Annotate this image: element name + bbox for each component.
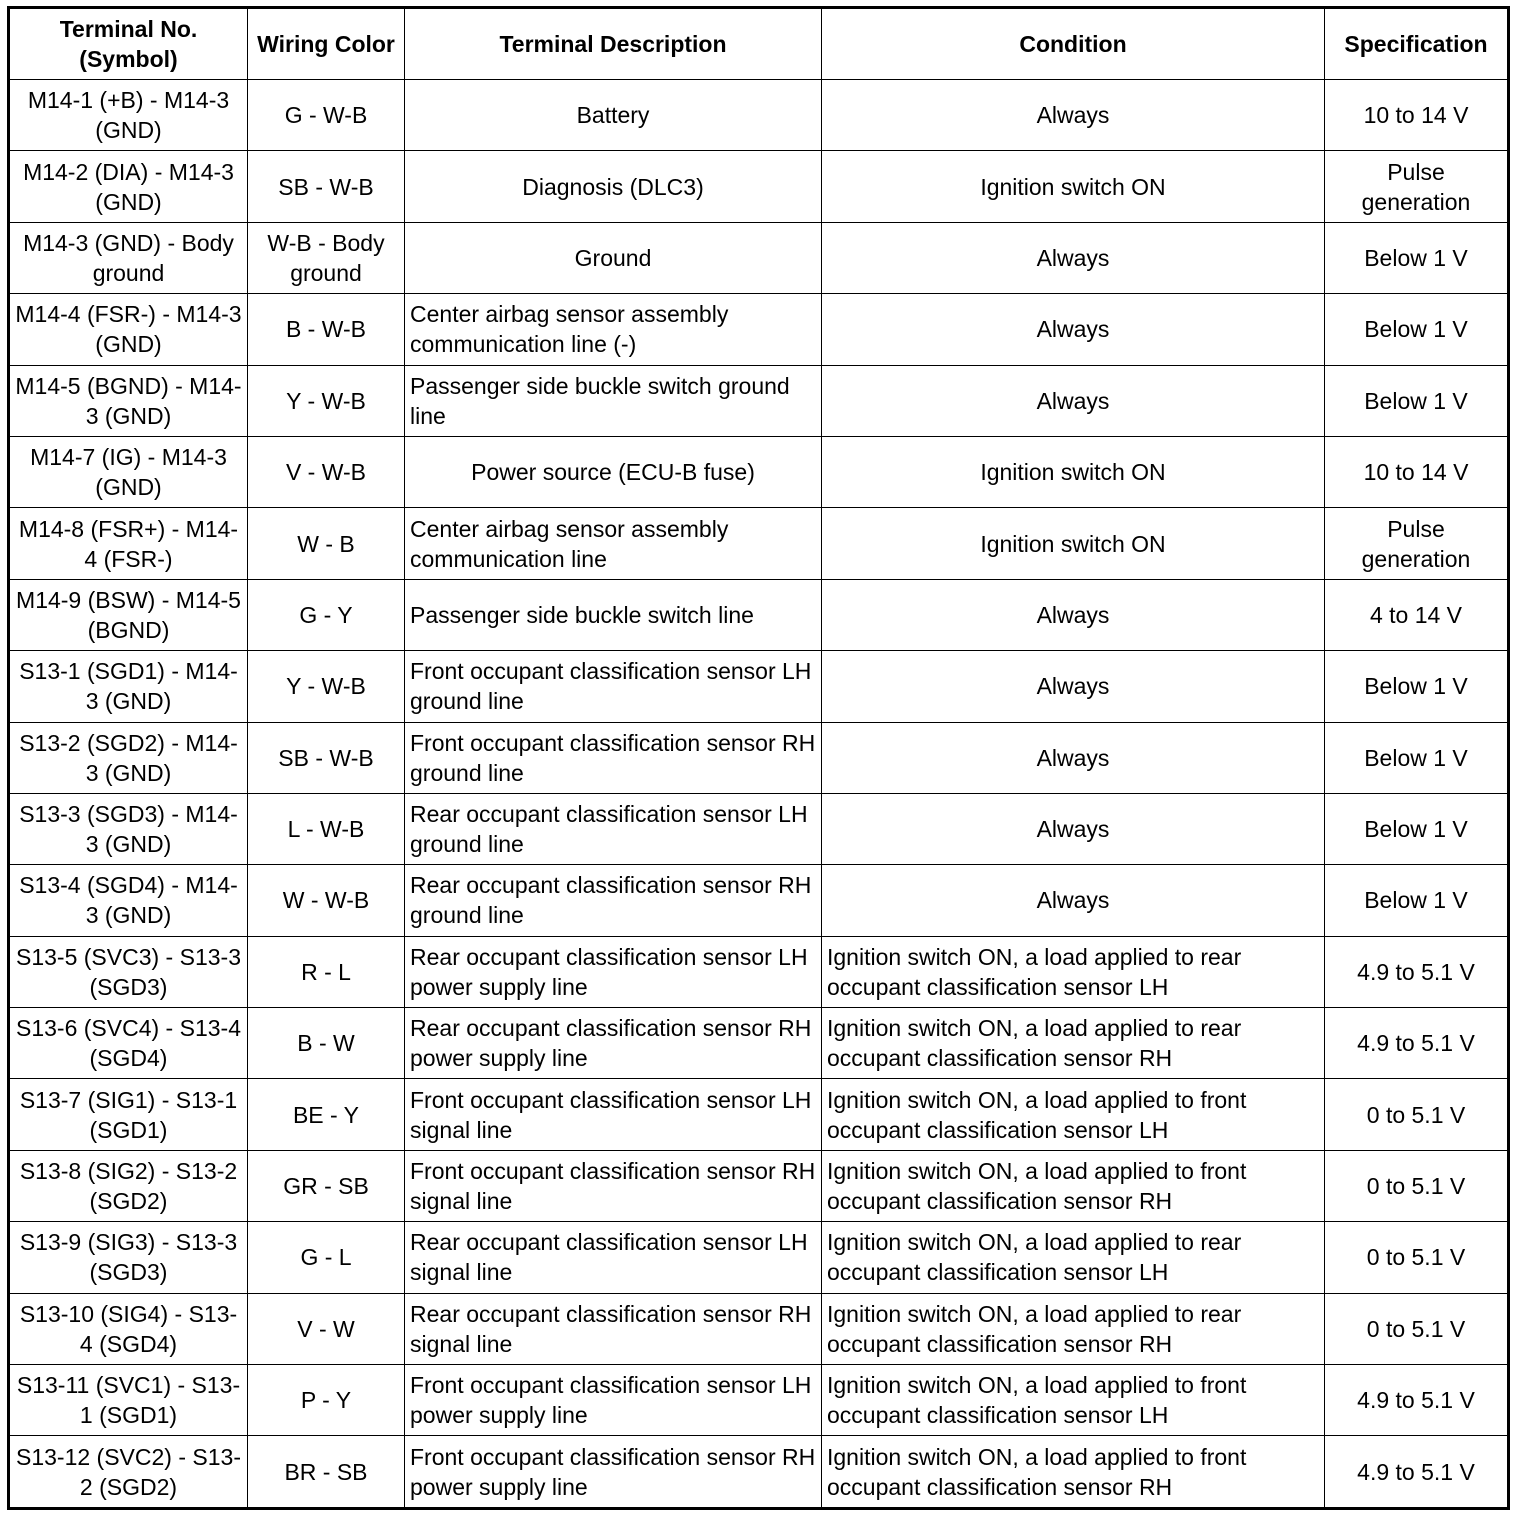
- cell-specification: Below 1 V: [1325, 365, 1509, 436]
- cell-terminal: S13-4 (SGD4) - M14-3 (GND): [9, 865, 248, 936]
- cell-specification: Below 1 V: [1325, 222, 1509, 293]
- cell-terminal: S13-7 (SIG1) - S13-1 (SGD1): [9, 1079, 248, 1150]
- table-row: [9, 436, 1509, 507]
- cell-specification: 4.9 to 5.1 V: [1325, 1008, 1509, 1079]
- cell-specification: Below 1 V: [1325, 793, 1509, 864]
- cell-terminal: S13-9 (SIG3) - S13-3 (SGD3): [9, 1222, 248, 1293]
- cell-terminal: M14-7 (IG) - M14-3 (GND): [9, 436, 248, 507]
- header-condition: Condition: [822, 8, 1325, 80]
- cell-wiring-color: L - W-B: [248, 793, 405, 864]
- cell-wiring-color: B - W: [248, 1008, 405, 1079]
- table-row: [9, 1436, 1509, 1508]
- table-row: [9, 365, 1509, 436]
- table-row: [9, 651, 1509, 722]
- cell-terminal-description: Rear occupant classification sensor LH signal line: [405, 1222, 822, 1293]
- cell-terminal: M14-2 (DIA) - M14-3 (GND): [9, 151, 248, 222]
- cell-terminal-description: Rear occupant classification sensor LH ground line: [405, 793, 822, 864]
- cell-terminal-description: Rear occupant classification sensor LH power supply line: [405, 936, 822, 1007]
- table-row: [9, 1079, 1509, 1150]
- header-row: [9, 8, 1509, 80]
- cell-terminal: S13-5 (SVC3) - S13-3 (SGD3): [9, 936, 248, 1007]
- cell-wiring-color: GR - SB: [248, 1150, 405, 1221]
- cell-wiring-color: Y - W-B: [248, 651, 405, 722]
- cell-condition: Always: [822, 793, 1325, 864]
- cell-specification: Below 1 V: [1325, 722, 1509, 793]
- cell-terminal-description: Battery: [405, 80, 822, 151]
- cell-condition: Always: [822, 722, 1325, 793]
- table-row: [9, 1222, 1509, 1293]
- cell-condition: Always: [822, 365, 1325, 436]
- cell-terminal-description: Passenger side buckle switch ground line: [405, 365, 822, 436]
- cell-wiring-color: R - L: [248, 936, 405, 1007]
- cell-terminal-description: Rear occupant classification sensor RH ground line: [405, 865, 822, 936]
- table-row: [9, 1150, 1509, 1221]
- cell-condition: Ignition switch ON, a load applied to rear occupant classification sensor LH: [822, 1222, 1325, 1293]
- cell-terminal: S13-1 (SGD1) - M14-3 (GND): [9, 651, 248, 722]
- cell-wiring-color: SB - W-B: [248, 151, 405, 222]
- cell-specification: 4.9 to 5.1 V: [1325, 1365, 1509, 1436]
- cell-condition: Ignition switch ON, a load applied to front occupant classification sensor LH: [822, 1365, 1325, 1436]
- cell-terminal-description: Center airbag sensor assembly communication line: [405, 508, 822, 579]
- cell-wiring-color: W - W-B: [248, 865, 405, 936]
- cell-wiring-color: Y - W-B: [248, 365, 405, 436]
- cell-terminal-description: Diagnosis (DLC3): [405, 151, 822, 222]
- cell-condition: Ignition switch ON: [822, 151, 1325, 222]
- cell-wiring-color: V - W: [248, 1293, 405, 1364]
- terminal-spec-table-wrapper: [7, 6, 1510, 1510]
- table-row: [9, 865, 1509, 936]
- cell-wiring-color: BE - Y: [248, 1079, 405, 1150]
- cell-condition: Ignition switch ON: [822, 508, 1325, 579]
- cell-wiring-color: SB - W-B: [248, 722, 405, 793]
- header-wiring-color: Wiring Color: [248, 8, 405, 80]
- cell-terminal: M14-8 (FSR+) - M14-4 (FSR-): [9, 508, 248, 579]
- cell-terminal: M14-4 (FSR-) - M14-3 (GND): [9, 294, 248, 365]
- cell-condition: Always: [822, 294, 1325, 365]
- cell-specification: Below 1 V: [1325, 651, 1509, 722]
- table-row: [9, 936, 1509, 1007]
- cell-terminal-description: Front occupant classification sensor LH ground line: [405, 651, 822, 722]
- table-row: [9, 294, 1509, 365]
- cell-wiring-color: P - Y: [248, 1365, 405, 1436]
- cell-specification: 0 to 5.1 V: [1325, 1293, 1509, 1364]
- table-row: [9, 508, 1509, 579]
- cell-condition: Always: [822, 865, 1325, 936]
- cell-condition: Always: [822, 222, 1325, 293]
- cell-terminal-description: Front occupant classification sensor LH power supply line: [405, 1365, 822, 1436]
- cell-terminal: S13-2 (SGD2) - M14-3 (GND): [9, 722, 248, 793]
- cell-terminal: S13-6 (SVC4) - S13-4 (SGD4): [9, 1008, 248, 1079]
- cell-specification: Pulse generation: [1325, 151, 1509, 222]
- cell-terminal: S13-11 (SVC1) - S13-1 (SGD1): [9, 1365, 248, 1436]
- table-row: [9, 1008, 1509, 1079]
- table-row: [9, 793, 1509, 864]
- cell-terminal-description: Ground: [405, 222, 822, 293]
- table-row: [9, 1365, 1509, 1436]
- table-body: [9, 80, 1509, 1509]
- cell-wiring-color: G - Y: [248, 579, 405, 650]
- header-specification: Specification: [1325, 8, 1509, 80]
- cell-condition: Ignition switch ON: [822, 436, 1325, 507]
- cell-terminal-description: Rear occupant classification sensor RH power supply line: [405, 1008, 822, 1079]
- cell-specification: 0 to 5.1 V: [1325, 1079, 1509, 1150]
- cell-terminal: M14-1 (+B) - M14-3 (GND): [9, 80, 248, 151]
- table-row: [9, 222, 1509, 293]
- cell-specification: Below 1 V: [1325, 294, 1509, 365]
- table-row: [9, 1293, 1509, 1364]
- table-header: [9, 8, 1509, 80]
- cell-wiring-color: W-B - Body ground: [248, 222, 405, 293]
- cell-wiring-color: BR - SB: [248, 1436, 405, 1508]
- cell-condition: Ignition switch ON, a load applied to front occupant classification sensor RH: [822, 1436, 1325, 1508]
- terminal-spec-table: [7, 6, 1510, 1510]
- cell-specification: 4 to 14 V: [1325, 579, 1509, 650]
- cell-terminal: S13-3 (SGD3) - M14-3 (GND): [9, 793, 248, 864]
- cell-terminal-description: Front occupant classification sensor LH signal line: [405, 1079, 822, 1150]
- cell-terminal: S13-10 (SIG4) - S13-4 (SGD4): [9, 1293, 248, 1364]
- cell-terminal: M14-3 (GND) - Body ground: [9, 222, 248, 293]
- cell-condition: Ignition switch ON, a load applied to rear occupant classification sensor RH: [822, 1293, 1325, 1364]
- cell-terminal: M14-5 (BGND) - M14-3 (GND): [9, 365, 248, 436]
- cell-specification: 0 to 5.1 V: [1325, 1222, 1509, 1293]
- cell-wiring-color: B - W-B: [248, 294, 405, 365]
- cell-specification: Pulse generation: [1325, 508, 1509, 579]
- cell-condition: Always: [822, 651, 1325, 722]
- cell-wiring-color: G - W-B: [248, 80, 405, 151]
- cell-specification: 4.9 to 5.1 V: [1325, 936, 1509, 1007]
- table-row: [9, 579, 1509, 650]
- cell-condition: Ignition switch ON, a load applied to front occupant classification sensor LH: [822, 1079, 1325, 1150]
- table-row: [9, 722, 1509, 793]
- cell-condition: Ignition switch ON, a load applied to rear occupant classification sensor RH: [822, 1008, 1325, 1079]
- header-terminal: Terminal No. (Symbol): [9, 8, 248, 80]
- cell-specification: 10 to 14 V: [1325, 436, 1509, 507]
- cell-specification: 10 to 14 V: [1325, 80, 1509, 151]
- cell-terminal: M14-9 (BSW) - M14-5 (BGND): [9, 579, 248, 650]
- cell-condition: Ignition switch ON, a load applied to front occupant classification sensor RH: [822, 1150, 1325, 1221]
- cell-condition: Always: [822, 80, 1325, 151]
- cell-specification: Below 1 V: [1325, 865, 1509, 936]
- cell-wiring-color: G - L: [248, 1222, 405, 1293]
- cell-specification: 4.9 to 5.1 V: [1325, 1436, 1509, 1508]
- cell-terminal-description: Front occupant classification sensor RH signal line: [405, 1150, 822, 1221]
- cell-specification: 0 to 5.1 V: [1325, 1150, 1509, 1221]
- cell-terminal-description: Rear occupant classification sensor RH signal line: [405, 1293, 822, 1364]
- cell-condition: Ignition switch ON, a load applied to rear occupant classification sensor LH: [822, 936, 1325, 1007]
- cell-terminal: S13-8 (SIG2) - S13-2 (SGD2): [9, 1150, 248, 1221]
- cell-terminal-description: Center airbag sensor assembly communication line (-): [405, 294, 822, 365]
- table-row: [9, 151, 1509, 222]
- cell-condition: Always: [822, 579, 1325, 650]
- cell-wiring-color: V - W-B: [248, 436, 405, 507]
- cell-terminal-description: Front occupant classification sensor RH ground line: [405, 722, 822, 793]
- header-terminal-description: Terminal Description: [405, 8, 822, 80]
- cell-wiring-color: W - B: [248, 508, 405, 579]
- table-row: [9, 80, 1509, 151]
- cell-terminal-description: Front occupant classification sensor RH power supply line: [405, 1436, 822, 1508]
- cell-terminal-description: Power source (ECU-B fuse): [405, 436, 822, 507]
- cell-terminal: S13-12 (SVC2) - S13-2 (SGD2): [9, 1436, 248, 1508]
- cell-terminal-description: Passenger side buckle switch line: [405, 579, 822, 650]
